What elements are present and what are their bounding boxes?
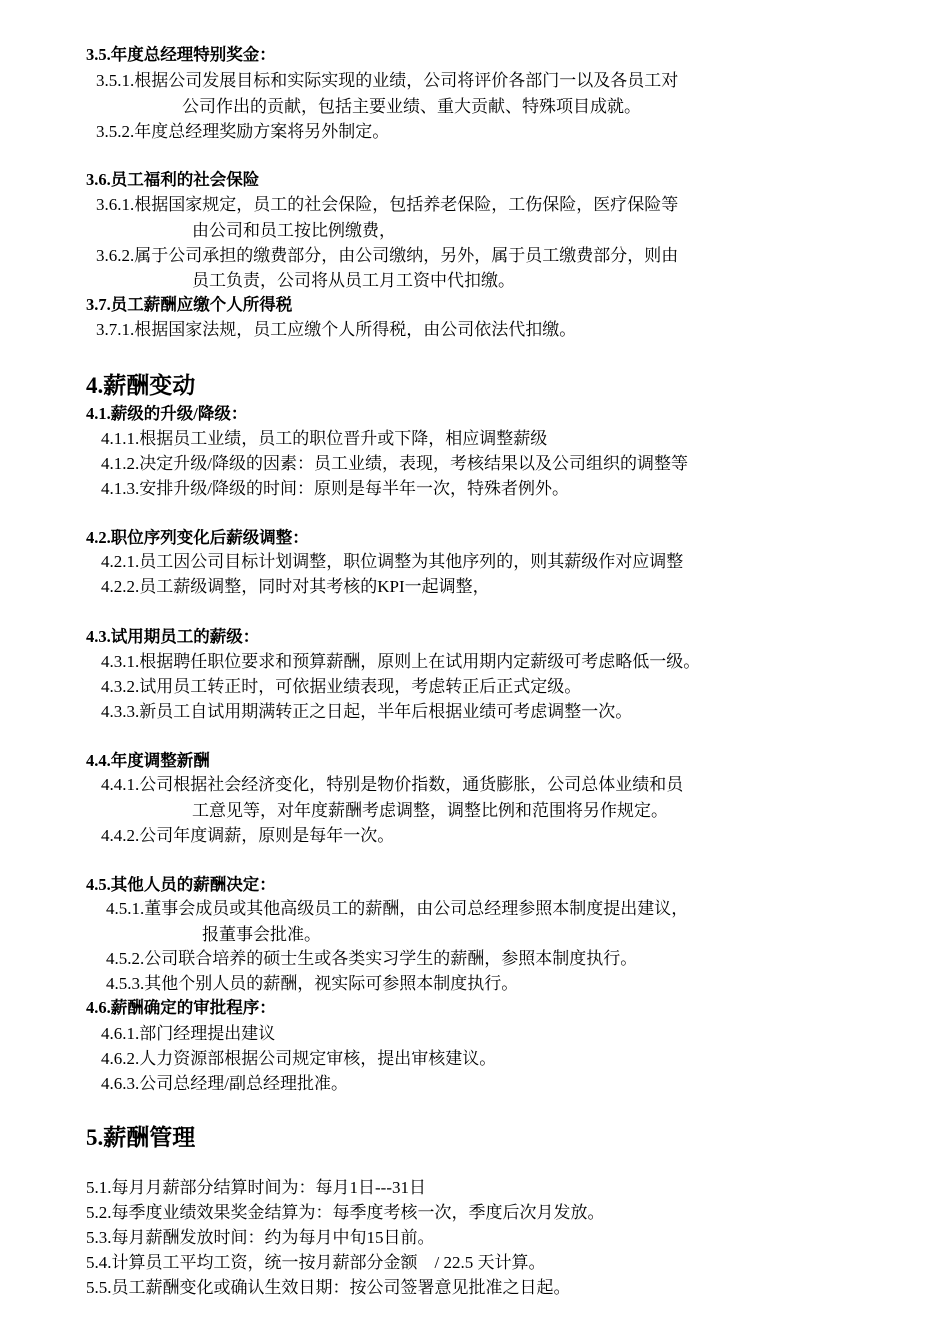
para-4-4-2: 4.4.2.公司年度调薪，原则是每年一次。 — [101, 826, 395, 845]
para-4-3-3: 4.3.3.新员工自试用期满转正之日起，半年后根据业绩可考虑调整一次。 — [101, 702, 633, 721]
para-3-6-1-cont: 由公司和员工按比例缴费， — [192, 221, 396, 240]
para-5-4: 5.4.计算员工平均工资，统一按月薪部分金额 / 22.5 天计算。 — [86, 1253, 546, 1272]
para-4-4-1: 4.4.1.公司根据社会经济变化，特别是物价指数，通货膨胀，公司总体业绩和员 — [101, 775, 684, 794]
para-4-6-2: 4.6.2.人力资源部根据公司规定审核，提出审核建议。 — [101, 1049, 497, 1068]
para-4-6-1: 4.6.1.部门经理提出建议 — [101, 1024, 276, 1043]
para-4-2-1: 4.2.1.员工因公司目标计划调整，职位调整为其他序列的，则其薪级作对应调整 — [101, 552, 684, 571]
heading-3-7: 3.7.员工薪酬应缴个人所得税 — [86, 295, 293, 314]
para-3-6-2-cont: 员工负责，公司将从员工月工资中代扣缴。 — [192, 271, 515, 290]
para-3-6-2: 3.6.2.属于公司承担的缴费部分，由公司缴纳，另外，属于员工缴费部分，则由 — [96, 246, 679, 265]
heading-4-2: 4.2.职位序列变化后薪级调整： — [86, 528, 309, 547]
para-5-1: 5.1.每月月薪部分结算时间为：每月1日---31日 — [86, 1178, 426, 1197]
para-3-5-1-cont: 公司作出的贡献，包括主要业绩、重大贡献、特殊项目成就。 — [182, 97, 641, 116]
para-4-3-2: 4.3.2.试用员工转正时，可依据业绩表现，考虑转正后正式定级。 — [101, 677, 582, 696]
para-4-5-1: 4.5.1.董事会成员或其他高级员工的薪酬，由公司总经理参照本制度提出建议， — [106, 899, 689, 918]
para-4-1-3: 4.1.3.安排升级/降级的时间：原则是每半年一次，特殊者例外。 — [101, 479, 569, 498]
para-4-5-3: 4.5.3.其他个别人员的薪酬，视实际可参照本制度执行。 — [106, 974, 519, 993]
para-4-2-2: 4.2.2.员工薪级调整，同时对其考核的KPI一起调整， — [101, 577, 490, 596]
para-5-3: 5.3.每月薪酬发放时间：约为每月中旬15日前。 — [86, 1228, 435, 1247]
heading-3-6: 3.6.员工福利的社会保险 — [86, 170, 260, 189]
para-4-5-2: 4.5.2.公司联合培养的硕士生或各类实习学生的薪酬，参照本制度执行。 — [106, 949, 638, 968]
section-5-title: 5.薪酬管理 — [86, 1125, 196, 1150]
section-4-title: 4.薪酬变动 — [86, 373, 196, 398]
heading-4-1: 4.1.薪级的升级/降级： — [86, 404, 248, 423]
para-3-7-1: 3.7.1.根据国家法规，员工应缴个人所得税，由公司依法代扣缴。 — [96, 320, 577, 339]
para-4-4-1-cont: 工意见等，对年度薪酬考虑调整，调整比例和范围将另作规定。 — [192, 801, 668, 820]
heading-4-6: 4.6.薪酬确定的审批程序： — [86, 998, 276, 1017]
para-5-5: 5.5.员工薪酬变化或确认生效日期：按公司签署意见批准之日起。 — [86, 1278, 571, 1297]
heading-3-5: 3.5.年度总经理特别奖金： — [86, 45, 276, 64]
para-4-6-3: 4.6.3.公司总经理/副总经理批准。 — [101, 1074, 348, 1093]
para-4-1-1: 4.1.1.根据员工业绩，员工的职位晋升或下降，相应调整薪级 — [101, 429, 548, 448]
heading-4-3: 4.3.试用期员工的薪级： — [86, 627, 260, 646]
para-3-5-2: 3.5.2.年度总经理奖励方案将另外制定。 — [96, 122, 390, 141]
heading-4-5: 4.5.其他人员的薪酬决定： — [86, 875, 276, 894]
para-3-6-1: 3.6.1.根据国家规定，员工的社会保险，包括养老保险，工伤保险，医疗保险等 — [96, 195, 679, 214]
para-4-3-1: 4.3.1.根据聘任职位要求和预算薪酬，原则上在试用期内定薪级可考虑略低一级。 — [101, 652, 701, 671]
heading-4-4: 4.4.年度调整新酬 — [86, 751, 210, 770]
para-4-1-2: 4.1.2.决定升级/降级的因素：员工业绩，表现，考核结果以及公司组织的调整等 — [101, 454, 688, 473]
para-3-5-1: 3.5.1.根据公司发展目标和实际实现的业绩，公司将评价各部门一以及各员工对 — [96, 71, 679, 90]
para-5-2: 5.2.每季度业绩效果奖金结算为：每季度考核一次，季度后次月发放。 — [86, 1203, 605, 1222]
para-4-5-1-cont: 报董事会批准。 — [202, 925, 321, 944]
